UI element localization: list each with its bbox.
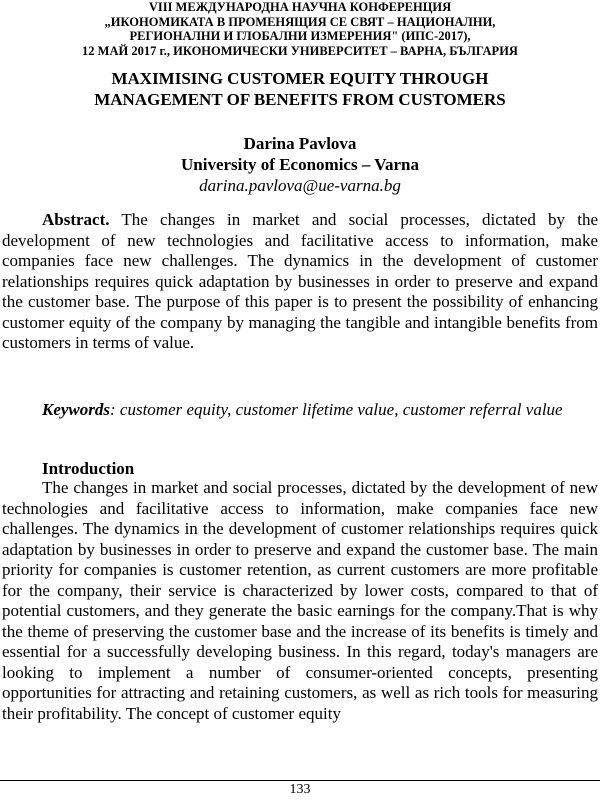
keywords-label: Keywords xyxy=(42,400,110,419)
paper-title xyxy=(30,68,570,110)
header-line-1: VIII МЕЖДУНАРОДНА НАУЧНА КОНФЕРЕНЦИЯ xyxy=(148,0,452,14)
header-line-3: РЕГИОНАЛНИ И ГЛОБАЛНИ ИЗМЕРЕНИЯ" (ИПС-2017), xyxy=(129,29,471,43)
introduction-heading: Introduction xyxy=(42,459,135,478)
keywords-paragraph xyxy=(2,400,598,421)
abstract-text: The changes in market and social processes, dictated by the development of new technologies and facilitative access to information, make companies face new challenges. The dynamics in the development of customer relationships requires quick adaptation by businesses in order to preserve and expand the customer base. The purpose of this paper is to present the possibility of enhancing customer equity of the company by managing the tangible and intangible benefits from customers in terms of value. xyxy=(2,210,598,352)
introduction-heading-block xyxy=(2,459,598,480)
header-line-2: „ИКОНОМИКАТА В ПРОМЕНЯЩИЯ СЕ СВЯТ – НАЦИОНАЛНИ, xyxy=(104,14,496,29)
conference-header xyxy=(20,0,580,58)
abstract-paragraph xyxy=(2,210,598,354)
author-name: Darina Pavlova xyxy=(243,134,357,153)
keywords-text: : customer equity, customer lifetime value, customer referral value xyxy=(110,400,563,419)
abstract-label: Abstract. xyxy=(42,210,110,229)
page-number: 133 xyxy=(289,782,311,797)
introduction-paragraph xyxy=(2,478,598,724)
title-line-2: MANAGEMENT OF BENEFITS FROM CUSTOMERS xyxy=(94,90,506,109)
author-email[interactable]: darina.pavlova@ue-varna.bg xyxy=(199,176,401,195)
header-line-4: 12 МАЙ 2017 г., ИКОНОМИЧЕСКИ УНИВЕРСИТЕТ – ВАРНА, БЪЛГАРИЯ xyxy=(82,43,518,58)
author-affiliation: University of Economics – Varna xyxy=(181,155,419,174)
introduction-text: The changes in market and social processes, dictated by the development of new technologies and facilitative access to information, make companies face new challenges. The dynamics in the development of customer relationships requires quick adaptation by businesses in order to preserve and expand the customer base. The main priority for companies is customer retention, as current customers are more profitable for the company, their service is characterized by lower costs, compared to that of potential customers, and they generate the basic earnings for the company.That is why the theme of preserving the customer base and the increase of its benefits is timely and essential for a successfully developing business. In this regard, today's managers are looking to implement a number of consumer-oriented concepts, presenting opportunities for attracting and retaining customers, as well as rich tools for measuring their profitability. The concept of customer equity xyxy=(2,478,598,723)
title-line-1: MAXIMISING CUSTOMER EQUITY THROUGH xyxy=(111,69,489,88)
author-block xyxy=(0,133,600,196)
page-footer xyxy=(0,780,600,799)
